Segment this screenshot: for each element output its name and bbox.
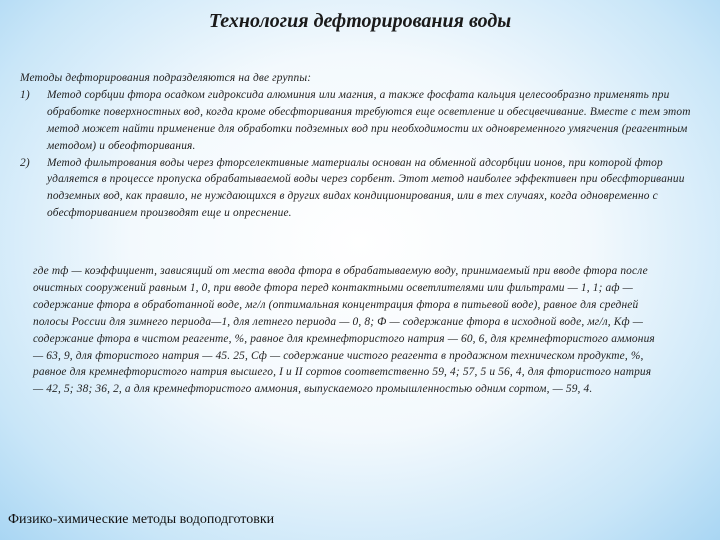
methods-intro: Методы дефторирования подразделяются на две группы: [20,72,312,84]
slide-title: Технология дефторирования воды [208,10,512,32]
methods-list [20,87,692,222]
method-number: 2) [20,156,30,169]
method-text: Метод фильтрования воды через фторселективные материалы основан на обменной адсорбции ионов, при которой фтор удаляется в процессе пропуска обрабатываемой воды через сорбент. Этот метод наиболее эффективен при обесфторивании подземных вод, как правило, не нуждающихся в других видах кондиционирования, или в тех случаях, когда одновременно с обесфториванием производят еще и опреснение. [47,156,685,220]
methods-block [20,70,692,222]
slide-footer: Физико-химические методы водоподготовки [8,512,275,527]
method-item-filtration [20,155,692,223]
method-number: 1) [20,88,30,101]
method-item-sorption [20,87,692,155]
method-text: Метод сорбции фтора осадком гидроксида алюминия или магния, а также фосфата кальция целесообразно применять при обработке поверхностных вод, когда кроме обесфторивания требуются еще осветление и обесцвечивание. Вместе с тем этот метод может найти применение для обработки подземных вод при необходимости их одновременного умягчения (реагентным методом) и обеофторивания. [47,88,691,152]
formula-explanation: где mф — коэффициент, зависящий от места ввода фтора в обрабатываемую воду, принимаемый при вводе фтора после очистных сооружений равным 1, 0, при вводе фтора перед контактными осветлителями или фильтрами — 1, 1; аф — содержание фтора в обработанной воде, мг/л (оптимальная концентрация фтора в питьевой воде), равное для средней полосы России для зимнего периода—1, для летнего периода — 0, 8; Ф — содержание фтора в исходной воде, мг/л, Кф — содержание фтора в чистом реагенте, %, равное для кремнефтористого натрия — 60, 6, для кремнефтористого аммония — 63, 9, для фтористого натрия — 45. 25, Сф — содержание чистого реагента в продажном техническом продукте, %, равное для кремнефтористого натрия высшего, I и II сортов соответственно 59, 4; 57, 5 и 56, 4, для фтористого натрия — 42, 5; 38; 36, 2, а для кремнефтористого аммония, выпускаемого промышленностью одним сортом, — 59, 4. [33,265,655,396]
